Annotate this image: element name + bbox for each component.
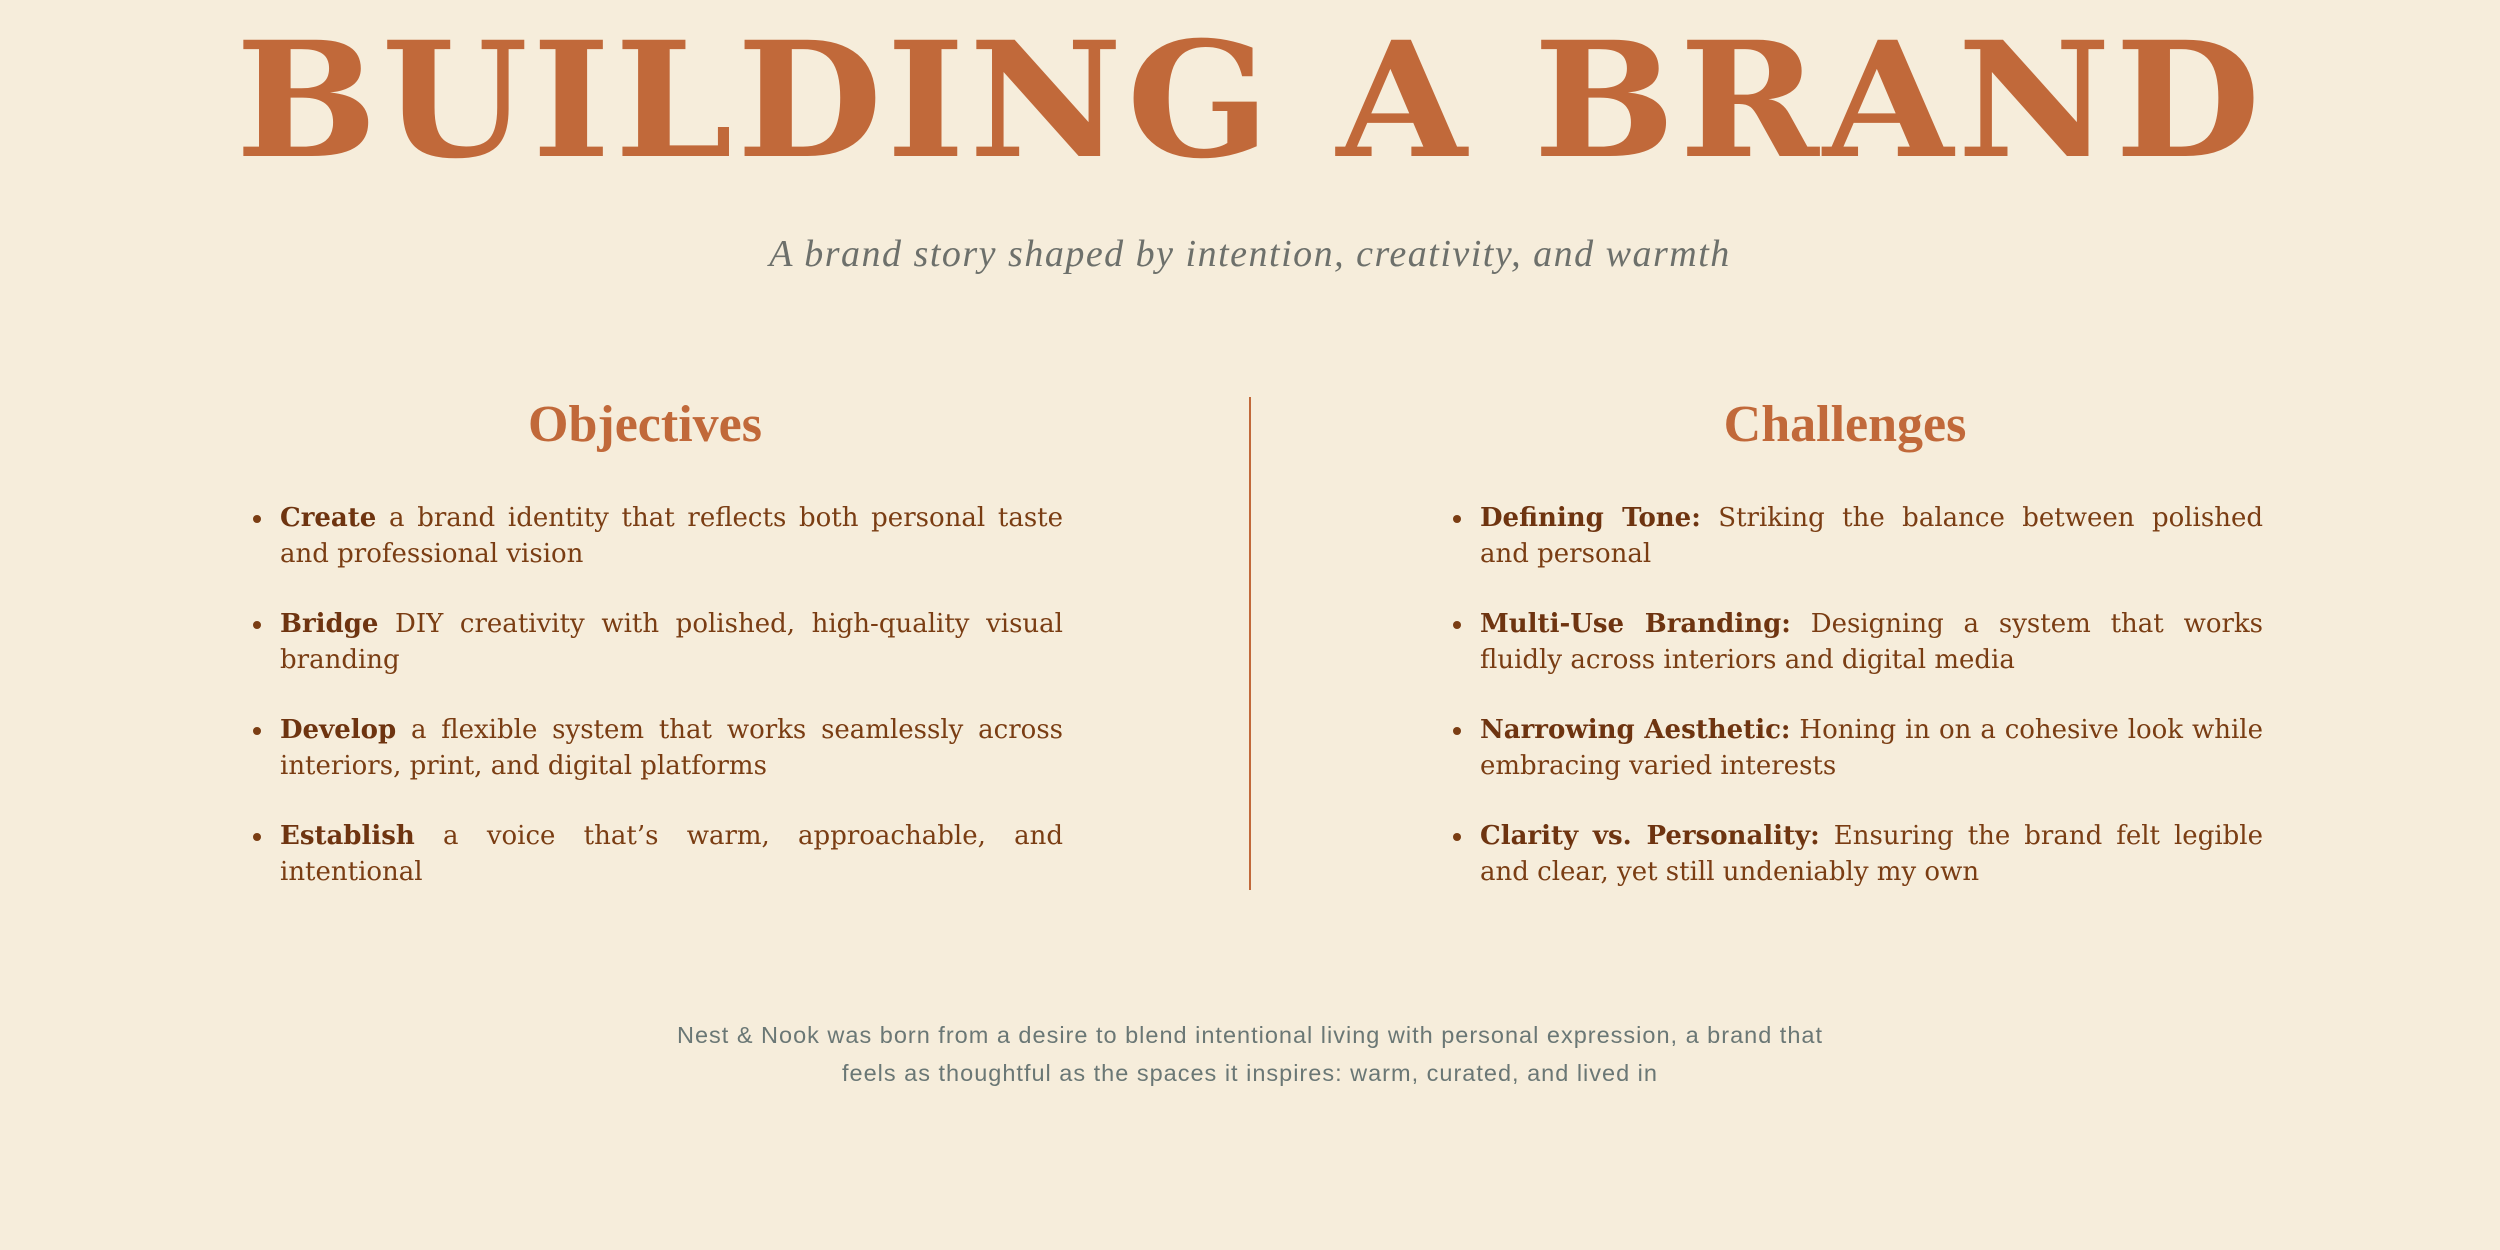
objective-item (280, 712, 1063, 784)
objectives-heading: Objectives (528, 396, 762, 453)
objective-lead: Create (280, 503, 377, 533)
challenge-item (1480, 712, 2263, 784)
objective-lead: Establish (280, 821, 415, 851)
objective-text: a flexible system that works seamlessly across interiors, print, and digital platforms (280, 715, 1063, 781)
objective-text: a voice that’s warm, approachable, and intentional (280, 821, 1063, 887)
challenge-text: Designing a system that works fluidly across interiors and digital media (1480, 609, 2264, 675)
page-title: BUILDING A BRAND (235, 5, 2265, 195)
challenge-lead: Clarity vs. Personality: (1480, 821, 1820, 851)
objective-text: DIY creativity with polished, high-quality visual branding (280, 609, 1063, 675)
footer-text (650, 1016, 1850, 1092)
challenges-list (1480, 500, 2263, 924)
challenge-lead: Defining Tone: (1480, 503, 1701, 533)
objective-item (280, 818, 1063, 890)
footer-line: Nest & Nook was born from a desire to blend intentional living with personal expression, a brand that (676, 1022, 1823, 1048)
objective-lead: Bridge (280, 609, 379, 639)
challenge-text: Ensuring the brand felt legible and clear, yet still undeniably my own (1480, 821, 2263, 887)
challenges-heading: Challenges (1723, 396, 1967, 453)
objective-item (280, 606, 1063, 678)
objective-text: a brand identity that reflects both personal taste and professional vision (280, 503, 1063, 569)
objective-item (280, 500, 1063, 572)
challenge-item (1480, 606, 2263, 678)
challenge-lead: Narrowing Aesthetic: (1480, 715, 1791, 745)
challenge-lead: Multi-Use Branding: (1480, 609, 1791, 639)
challenge-item (1480, 818, 2263, 890)
column-divider (1249, 397, 1251, 890)
challenge-text: Honing in on a cohesive look while embracing varied interests (1480, 715, 2263, 781)
objectives-list (280, 500, 1063, 924)
challenge-item (1480, 500, 2263, 572)
objective-lead: Develop (280, 715, 397, 745)
challenge-text: Striking the balance between polished and personal (1480, 503, 2263, 569)
page-subtitle: A brand story shaped by intention, creativity, and warmth (769, 233, 1731, 275)
footer-line: feels as thoughtful as the spaces it inspires: warm, curated, and lived in (842, 1060, 1658, 1086)
